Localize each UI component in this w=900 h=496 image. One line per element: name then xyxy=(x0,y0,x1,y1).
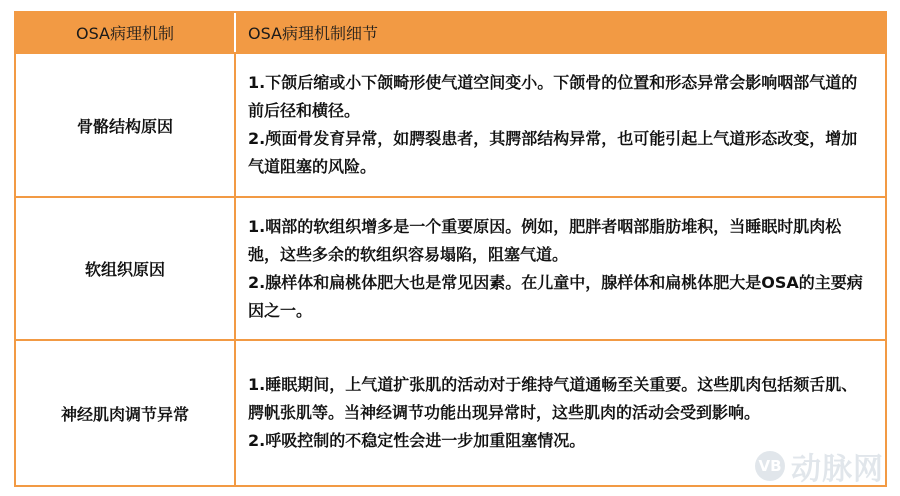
category-neuromuscular: 神经肌肉调节异常 xyxy=(16,341,236,485)
brand-logo-icon: VB xyxy=(755,451,785,481)
detail-paragraph: 1.睡眠期间，上气道扩张肌的活动对于维持气道通畅至关重要。这些肌肉包括颏舌肌、腭帆张肌等。当神经调节功能出现异常时，这些肌肉的活动会受到影响。 xyxy=(248,375,858,422)
watermark xyxy=(755,444,884,488)
category-soft-tissue: 软组织原因 xyxy=(16,198,236,339)
watermark-text: 动脉网 xyxy=(791,452,884,487)
detail-cell xyxy=(236,198,885,339)
detail-paragraph: 1.下颌后缩或小下颌畸形使气道空间变小。下颌骨的位置和形态异常会影响咽部气道的前后径和横径。 xyxy=(248,73,858,120)
table-row xyxy=(16,52,885,196)
detail-paragraph: 2.腺样体和扁桃体肥大也是常见因素。在儿童中，腺样体和扁桃体肥大是OSA的主要病因之一。 xyxy=(248,272,863,320)
table-row xyxy=(16,196,885,339)
detail-paragraph: 2.呼吸控制的不稳定性会进一步加重阻塞情况。 xyxy=(248,431,586,450)
category-skeletal: 骨骼结构原因 xyxy=(16,54,236,196)
detail-cell xyxy=(236,54,885,196)
detail-paragraph: 2.颅面骨发育异常，如腭裂患者，其腭部结构异常，也可能引起上气道形态改变，增加气道阻塞的风险。 xyxy=(248,129,858,176)
detail-paragraph: 1.咽部的软组织增多是一个重要原因。例如，肥胖者咽部脂肪堆积，当睡眠时肌肉松弛，这些多余的软组织容易塌陷，阻塞气道。 xyxy=(248,216,842,264)
table-header-row xyxy=(16,13,885,52)
osa-mechanism-table xyxy=(14,11,887,487)
header-mechanism: OSA病理机制 xyxy=(16,13,236,52)
header-mechanism-detail: OSA病理机制细节 xyxy=(248,24,378,43)
